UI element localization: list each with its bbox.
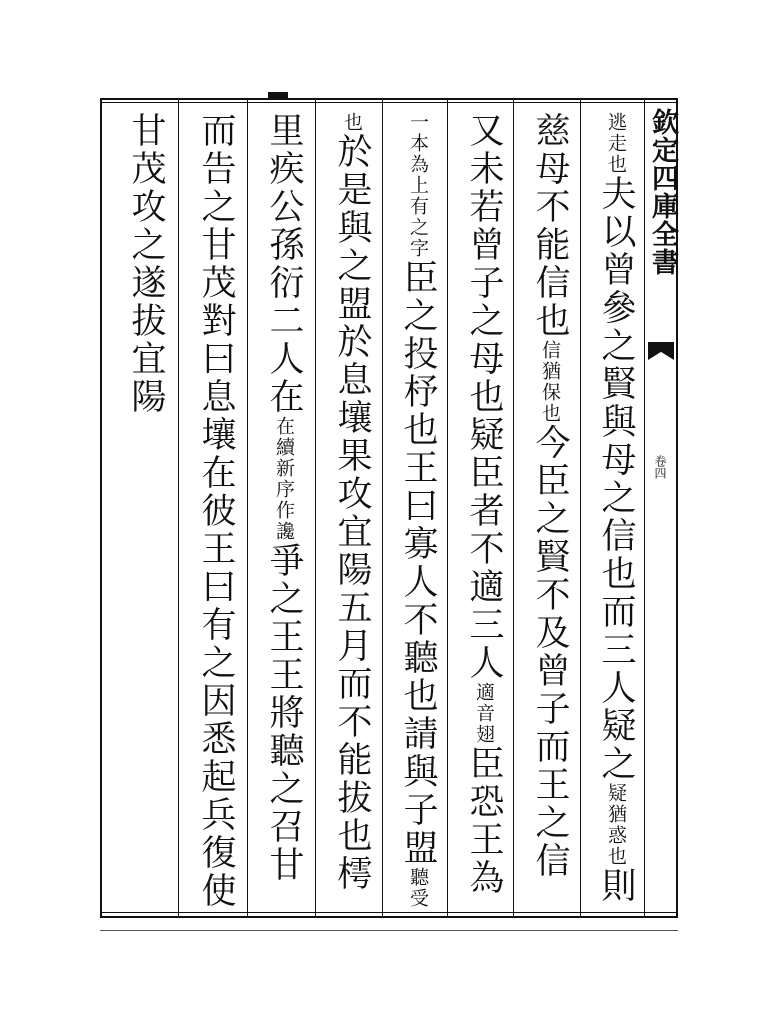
frame-inner-bottom-rule xyxy=(100,912,678,913)
main-text: 夫以曾參之賢與母之信也而三人疑之 xyxy=(596,175,636,783)
text-column-7 xyxy=(184,112,246,912)
column-divider xyxy=(315,100,316,916)
text-column-3 xyxy=(452,112,514,912)
volume-label: 卷四 xyxy=(653,455,667,479)
annotation-text: 也 xyxy=(341,112,363,133)
text-column-4 xyxy=(386,112,448,912)
text-column-8 xyxy=(114,112,176,912)
annotation-text: 一本為上有之字 xyxy=(407,112,429,259)
column-divider xyxy=(580,100,581,916)
column-divider xyxy=(178,100,179,916)
main-text: 今臣之賢不及曾子而王之信 xyxy=(530,424,570,880)
annotation-text: 信猶保也 xyxy=(539,340,561,424)
annotation-text: 聽受 xyxy=(407,867,429,909)
frame-inner-top-rule xyxy=(100,102,678,103)
main-text: 慈母不能信也 xyxy=(530,112,570,340)
main-text: 則 xyxy=(596,867,636,905)
column-divider xyxy=(382,100,383,916)
main-text: 於是與之盟於息壤果攻宜陽五月而不能拔也樗 xyxy=(332,133,372,893)
main-text: 臣恐王為 xyxy=(464,745,504,897)
main-text: 臣之投杼也王曰寡人不聽也請與子盟 xyxy=(398,259,438,867)
main-text: 甘茂攻之遂拔宜陽 xyxy=(126,112,166,416)
main-text: 里疾公孫衍二人在 xyxy=(264,112,304,416)
text-column-2 xyxy=(518,112,580,912)
text-column-6 xyxy=(252,112,314,912)
text-column-5 xyxy=(320,112,382,912)
annotation-text: 逃走也 xyxy=(605,112,627,175)
annotation-text: 在續新序作讒 xyxy=(273,416,295,542)
main-text: 而告之甘茂對曰息壤在彼王曰有之因悉起兵復使 xyxy=(196,112,236,910)
ink-mark xyxy=(268,92,288,98)
main-text: 爭之王王將聽之召甘 xyxy=(264,542,304,884)
margin-title: 欽定四庫全書 xyxy=(647,108,678,276)
main-text: 又未若曾子之母也疑臣者不適三人 xyxy=(464,112,504,682)
annotation-text: 疑猶惑也 xyxy=(605,783,627,867)
column-divider xyxy=(247,100,248,916)
text-column-1 xyxy=(584,112,646,912)
bottom-rule xyxy=(100,930,678,931)
annotation-text: 適音翅 xyxy=(473,682,495,745)
